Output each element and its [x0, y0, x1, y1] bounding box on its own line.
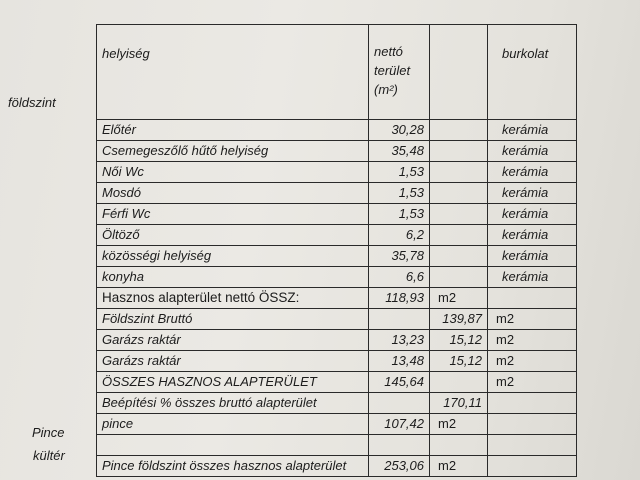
ground-gross-row — [97, 309, 577, 330]
table-header-row — [97, 25, 577, 120]
cellar-ground-unit: m2 — [430, 456, 488, 477]
net-total-row — [97, 288, 577, 309]
garage1-unit: m2 — [488, 330, 577, 351]
room-covering: kerámia — [488, 120, 577, 141]
room-covering: kerámia — [488, 267, 577, 288]
empty-cell — [488, 435, 577, 456]
empty-cell — [369, 393, 430, 414]
room-name: Mosdó — [97, 183, 369, 204]
empty-cell — [97, 435, 369, 456]
garage1-net: 13,23 — [369, 330, 430, 351]
empty-cell — [430, 246, 488, 267]
table-row — [97, 141, 577, 162]
room-name: Előtér — [97, 120, 369, 141]
garage2-net: 13,48 — [369, 351, 430, 372]
room-name: Férfi Wc — [97, 204, 369, 225]
table-row — [97, 225, 577, 246]
garage2-unit: m2 — [488, 351, 577, 372]
cellar-label: pince — [97, 414, 369, 435]
empty-cell — [488, 393, 577, 414]
room-name: Öltöző — [97, 225, 369, 246]
empty-cell — [430, 141, 488, 162]
room-area: 6,2 — [369, 225, 430, 246]
header-area-line1: nettó — [374, 44, 403, 59]
cellar-ground-value: 253,06 — [369, 456, 430, 477]
ground-gross-value: 139,87 — [430, 309, 488, 330]
header-area-line3: (m²) — [374, 82, 398, 97]
room-covering: kerámia — [488, 141, 577, 162]
header-name: helyiség — [97, 25, 369, 120]
empty-cell — [488, 414, 577, 435]
empty-cell — [430, 120, 488, 141]
side-label-pince: Pince — [32, 425, 65, 440]
room-area: 1,53 — [369, 183, 430, 204]
empty-cell — [430, 204, 488, 225]
empty-cell — [430, 267, 488, 288]
room-covering: kerámia — [488, 225, 577, 246]
table-row — [97, 246, 577, 267]
room-covering: kerámia — [488, 204, 577, 225]
table-row — [97, 162, 577, 183]
empty-cell — [430, 435, 488, 456]
cellar-ground-label: Pince földszint összes hasznos alapterület — [97, 456, 369, 477]
garage-row-2 — [97, 351, 577, 372]
header-covering: burkolat — [488, 25, 577, 120]
room-name: Csemegeszőlő hűtő helyiség — [97, 141, 369, 162]
cellar-unit: m2 — [430, 414, 488, 435]
room-covering: kerámia — [488, 246, 577, 267]
ground-gross-label: Földszint Bruttó — [97, 309, 369, 330]
garage2-label: Garázs raktár — [97, 351, 369, 372]
built-pct-row — [97, 393, 577, 414]
empty-cell — [430, 183, 488, 204]
net-total-label: Hasznos alapterület nettó ÖSSZ: — [97, 288, 369, 309]
cellar-row — [97, 414, 577, 435]
garage2-gross: 15,12 — [430, 351, 488, 372]
room-name: Női Wc — [97, 162, 369, 183]
empty-cell — [369, 309, 430, 330]
cellar-value: 107,42 — [369, 414, 430, 435]
header-area-line2: terület — [374, 63, 411, 78]
garage-row-1 — [97, 330, 577, 351]
side-label-foldszint: földszint — [8, 95, 56, 110]
room-name: konyha — [97, 267, 369, 288]
room-covering: kerámia — [488, 162, 577, 183]
empty-cell — [488, 456, 577, 477]
garage1-label: Garázs raktár — [97, 330, 369, 351]
total-useful-value: 145,64 — [369, 372, 430, 393]
empty-cell — [430, 162, 488, 183]
room-area: 35,48 — [369, 141, 430, 162]
table-row — [97, 120, 577, 141]
empty-cell — [369, 435, 430, 456]
side-label-kulter: kültér — [33, 448, 65, 463]
ground-gross-unit: m2 — [488, 309, 577, 330]
room-area: 30,28 — [369, 120, 430, 141]
empty-cell — [430, 225, 488, 246]
header-area — [369, 25, 430, 120]
room-area: 6,6 — [369, 267, 430, 288]
room-name: közösségi helyiség — [97, 246, 369, 267]
room-area: 35,78 — [369, 246, 430, 267]
net-total-value: 118,93 — [369, 288, 430, 309]
room-covering: kerámia — [488, 183, 577, 204]
table-row — [97, 183, 577, 204]
total-useful-label: ÖSSZES HASZNOS ALAPTERÜLET — [97, 372, 369, 393]
built-pct-label: Beépítési % összes bruttó alapterület — [97, 393, 369, 414]
built-pct-value: 170,11 — [430, 393, 488, 414]
table-row — [97, 267, 577, 288]
header-empty — [430, 25, 488, 120]
room-area: 1,53 — [369, 204, 430, 225]
net-total-unit: m2 — [430, 288, 488, 309]
total-useful-row — [97, 372, 577, 393]
garage1-gross: 15,12 — [430, 330, 488, 351]
empty-cell — [488, 288, 577, 309]
room-area: 1,53 — [369, 162, 430, 183]
blank-row — [97, 435, 577, 456]
area-table — [96, 24, 577, 477]
total-useful-unit: m2 — [488, 372, 577, 393]
table-row — [97, 204, 577, 225]
empty-cell — [430, 372, 488, 393]
cellar-ground-row — [97, 456, 577, 477]
